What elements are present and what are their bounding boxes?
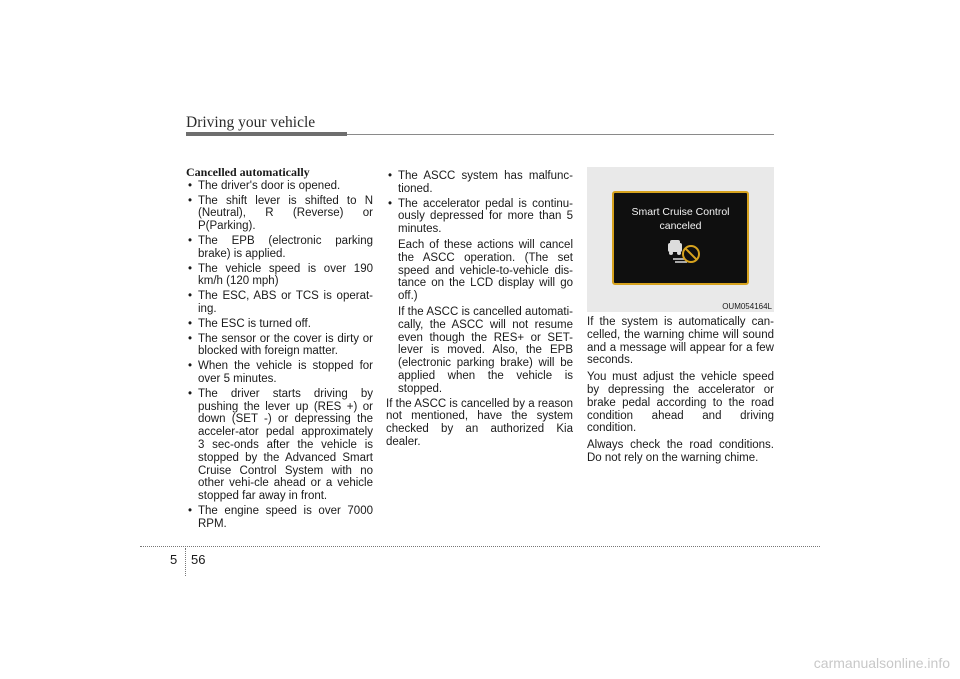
list-item: • The EPB (electronic parking brake) is applied. [186, 235, 373, 261]
page-number: 56 [191, 552, 206, 567]
lcd-message-figure [587, 167, 774, 312]
lcd-message-line-1: Smart Cruise Control [631, 206, 730, 218]
cancel-conditions-list-continued [386, 170, 573, 236]
column-3 [587, 316, 774, 469]
list-item: • The sensor or the cover is dirty or blocked with foreign matter. [186, 333, 373, 359]
list-item: • The accelerator pedal is continu-ously depressed for more than 5 minutes. [386, 198, 573, 236]
footer-rule [140, 546, 820, 547]
list-item: • The ESC is turned off. [186, 318, 373, 331]
list-item: • The engine speed is over 7000 RPM. [186, 505, 373, 531]
list-item: • When the vehicle is stopped for over 5 minutes. [186, 360, 373, 386]
cancel-conditions-list [186, 180, 373, 531]
cluster-lcd-screen [612, 191, 749, 285]
section-heading: Cancelled automatically [186, 165, 310, 179]
list-item: • The ASCC system has malfunc-tioned. [386, 170, 573, 196]
body-paragraph: You must adjust the vehicle speed by depressing the accelerator or brake pedal according to the road condition ahead and driving condition. [587, 371, 774, 435]
body-paragraph: If the system is automatically can-celled, the warning chime will sound and a message will appear for a few seconds. [587, 316, 774, 367]
list-item: • The ESC, ABS or TCS is operat-ing. [186, 290, 373, 316]
list-item: • The shift lever is shifted to N (Neutral), R (Reverse) or P(Parking). [186, 195, 373, 233]
body-paragraph: Always check the road conditions. Do not rely on the warning chime. [587, 439, 774, 464]
column-1 [186, 166, 373, 533]
watermark: carmanualsonline.info [813, 655, 950, 671]
page-header-title: Driving your vehicle [186, 114, 316, 131]
list-item: • The driver starts driving by pushing the lever up (RES +) or down (SET -) or depressing the acceler-ator pedal approximately 3 sec-onds after the vehicle is stopped by the Advanced Smart Cruise Control System with no other vehi-cle ahead or a vehicle stopped far away in front. [186, 388, 373, 503]
indented-paragraph: If the ASCC is cancelled automati-cally, the ASCC will not resume even though the RES+ or SET- lever is moved. Also, the EPB (electronic parking brake) will be applied when the vehicle is stopped. [398, 305, 573, 395]
list-item: • The vehicle speed is over 190 km/h (120 mph) [186, 263, 373, 289]
lcd-message-line-2: canceled [659, 220, 702, 232]
header-rule-thick [186, 132, 347, 136]
scc-canceled-icon [666, 237, 702, 270]
figure-code: OUM054164L [722, 302, 772, 311]
header-rule-thin [347, 134, 774, 135]
footer-divider [185, 548, 186, 576]
indented-paragraph: Each of these actions will cancel the ASCC operation. (The set speed and vehicle-to-vehicle dis-tance on the LCD display will go off.) [398, 238, 573, 303]
body-paragraph: If the ASCC is cancelled by a reason not mentioned, have the system checked by an authorized Kia dealer. [386, 397, 573, 448]
list-item: • The driver's door is opened. [186, 180, 373, 193]
column-2 [386, 170, 573, 453]
section-number: 5 [170, 552, 178, 567]
